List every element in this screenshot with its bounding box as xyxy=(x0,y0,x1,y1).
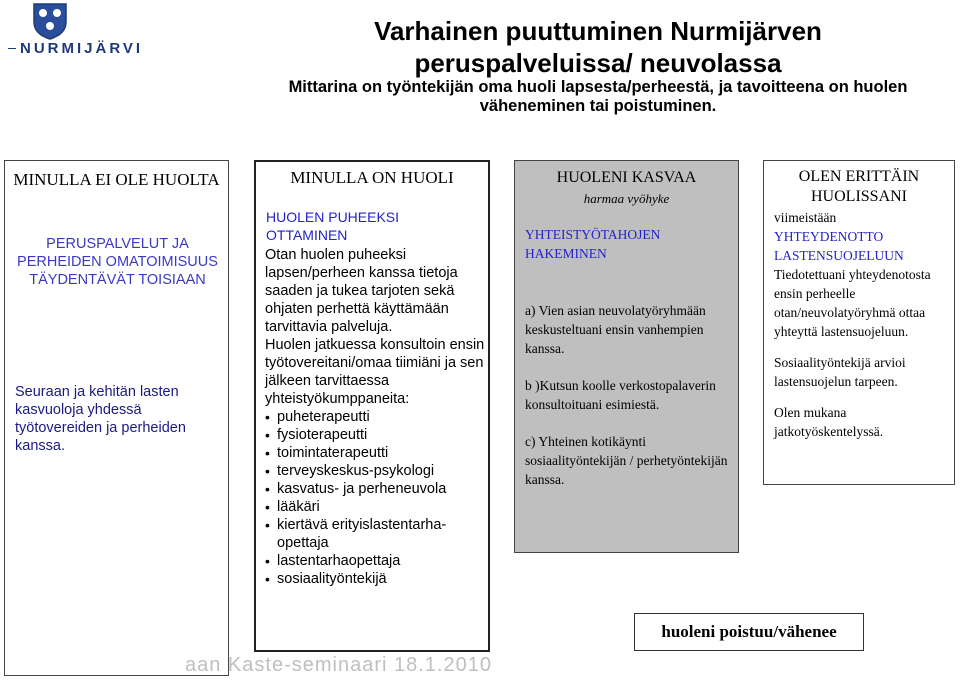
list-item: • lastentarhaopettaja xyxy=(265,552,487,570)
column-no-worry-highlight: PERUSPALVELUT JA PERHEIDEN OMATOIMISUUS TÄYDENTÄVÄT TOISIAAN xyxy=(17,236,218,288)
column-very-worried xyxy=(763,160,955,485)
page-title-line-1: Varhainen puuttuminen Nurmijärven xyxy=(374,16,822,46)
column-have-worry-body xyxy=(265,246,487,588)
paragraph-contact-highlight: YHTEYDENOTTO LASTENSUOJELUUN xyxy=(774,229,904,263)
logo-line xyxy=(8,48,16,49)
subtitle xyxy=(200,78,960,116)
list-item: • fysioterapeutti xyxy=(265,426,487,444)
column-have-worry-text-2: Huolen jatkuessa konsultoin ensin työtovereitani/omaa tiimiäni ja sen jälkeen tarvittaessa yhteistyökumppaneita: xyxy=(265,337,485,407)
column-have-worry-heading: MINULLA ON HUOLI xyxy=(290,168,454,187)
step-c: c) Yhteinen kotikäynti sosiaalityöntekijän / perhetyöntekijän kanssa. xyxy=(525,434,728,487)
step-a: a) Vien asian neuvolatyöryhmään keskusteltuani ensin vanhempien kanssa. xyxy=(525,303,706,356)
logo xyxy=(8,2,198,62)
list-item: • toimintaterapeutti xyxy=(265,444,487,462)
column-no-worry-heading: MINULLA EI OLE HUOLTA xyxy=(13,170,220,189)
column-no-worry-body: Seuraan ja kehitän lasten kasvuoloja yhdessä työtovereiden ja perheiden kanssa. xyxy=(15,384,186,454)
list-item: • puheterapeutti xyxy=(265,408,487,426)
paragraph-contact xyxy=(774,208,952,341)
list-item: • terveyskeskus-psykologi xyxy=(265,462,487,480)
list-item: • kiertävä erityislastentarha-opettaja xyxy=(265,516,487,552)
column-worry-grows-heading: HUOLENI KASVAA xyxy=(556,169,697,186)
column-worry-grows xyxy=(514,160,739,553)
paragraph-contact-post: Tiedotettuani yhteydenotosta ensin perheelle otan/neuvolatyöryhmä ottaa yhteyttä lastensuojeluun. xyxy=(774,267,931,339)
partner-list xyxy=(265,408,487,588)
paragraph-assessment: Sosiaalityöntekijä arvioi lastensuojelun tarpeen. xyxy=(774,355,906,389)
column-worry-grows-highlight: YHTEISTYÖTAHOJEN HAKEMINEN xyxy=(525,227,661,261)
column-very-worried-body xyxy=(774,208,952,453)
subtitle-line-2: väheneminen tai poistuminen. xyxy=(479,97,717,115)
column-have-worry xyxy=(254,160,490,652)
footer-text: aan Kaste-seminaari 18.1.2010 xyxy=(185,654,492,676)
list-item: • kasvatus- ja perheneuvola xyxy=(265,480,487,498)
shield-icon xyxy=(32,2,68,40)
subtitle-line-1: Mittarina on työntekijän oma huoli lapsesta/perheestä, ja tavoitteena on huolen xyxy=(288,78,908,96)
page-title-line-2: peruspalveluissa/ neuvolassa xyxy=(414,48,782,78)
column-have-worry-text-1: Otan huolen puheeksi lapsen/perheen kanssa tietoja saaden ja tukea tarjoten sekä ohjaten perhettä käyttämään tarvittavia palveluja. xyxy=(265,247,458,335)
list-item: • sosiaalityöntekijä xyxy=(265,570,487,588)
step-b: b )Kutsun koolle verkostopalaverin konsultoituani esimiestä. xyxy=(525,378,716,412)
logo-text: NURMIJÄRVI xyxy=(20,40,144,57)
column-very-worried-heading: OLEN ERITTÄIN HUOLISSANI xyxy=(798,168,920,205)
paragraph-contact-pre: viimeistään xyxy=(774,210,837,225)
column-worry-grows-body xyxy=(525,301,735,507)
worry-decreases-box: huoleni poistuu/vähenee xyxy=(634,613,864,651)
list-item: • lääkäri xyxy=(265,498,487,516)
column-no-worry xyxy=(4,160,229,676)
column-have-worry-highlight: HUOLEN PUHEEKSI OTTAMINEN xyxy=(266,209,400,243)
column-worry-grows-subheading: harmaa vyöhyke xyxy=(583,191,670,206)
paragraph-followup: Olen mukana jatkotyöskentelyssä. xyxy=(774,405,884,439)
